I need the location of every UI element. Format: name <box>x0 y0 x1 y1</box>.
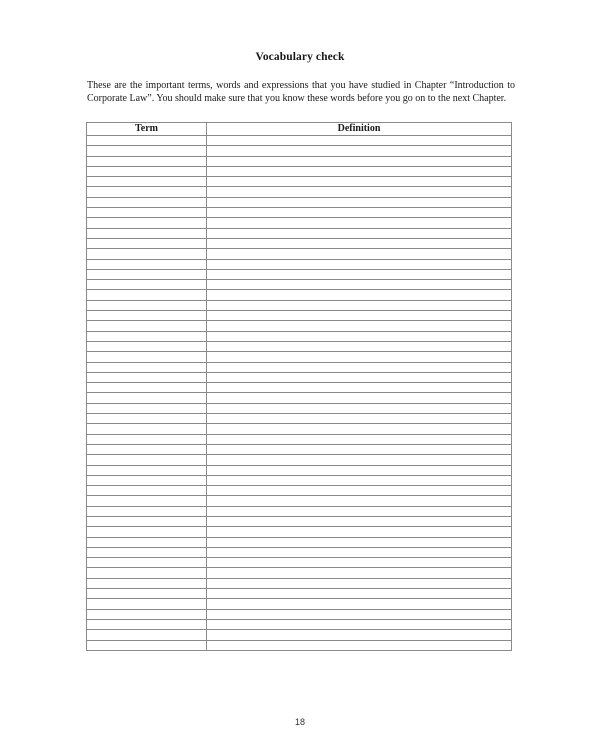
definition-cell <box>207 197 512 207</box>
definition-cell <box>207 166 512 176</box>
definition-cell <box>207 578 512 588</box>
definition-cell <box>207 341 512 351</box>
term-cell <box>87 383 207 393</box>
table-row <box>87 403 512 413</box>
definition-cell <box>207 547 512 557</box>
definition-cell <box>207 259 512 269</box>
definition-cell <box>207 444 512 454</box>
term-cell <box>87 259 207 269</box>
term-cell <box>87 197 207 207</box>
definition-cell <box>207 311 512 321</box>
definition-cell <box>207 300 512 310</box>
term-cell <box>87 136 207 146</box>
table-body <box>87 136 512 651</box>
table-row <box>87 516 512 526</box>
table-row <box>87 506 512 516</box>
definition-cell <box>207 619 512 629</box>
intro-paragraph: These are the important terms, words and expressions that you have studied in Chapter “Introduction to Corporate Law”. You should make sure that you know these words before you go on to the next Chapter. <box>87 80 515 104</box>
term-cell <box>87 208 207 218</box>
table-row <box>87 568 512 578</box>
table-row <box>87 197 512 207</box>
definition-cell <box>207 383 512 393</box>
table-row <box>87 238 512 248</box>
definition-cell <box>207 455 512 465</box>
definition-cell <box>207 506 512 516</box>
definition-cell <box>207 434 512 444</box>
definition-cell <box>207 599 512 609</box>
term-cell <box>87 527 207 537</box>
term-cell <box>87 177 207 187</box>
term-cell <box>87 146 207 156</box>
table-row <box>87 187 512 197</box>
table-row <box>87 259 512 269</box>
term-cell <box>87 630 207 640</box>
table-row <box>87 619 512 629</box>
term-cell <box>87 599 207 609</box>
term-cell <box>87 331 207 341</box>
table-row <box>87 372 512 382</box>
term-cell <box>87 424 207 434</box>
table-row <box>87 578 512 588</box>
term-cell <box>87 486 207 496</box>
term-cell <box>87 609 207 619</box>
term-cell <box>87 166 207 176</box>
term-cell <box>87 578 207 588</box>
definition-cell <box>207 414 512 424</box>
term-cell <box>87 414 207 424</box>
definition-cell <box>207 146 512 156</box>
table-row <box>87 465 512 475</box>
definition-cell <box>207 537 512 547</box>
definition-cell <box>207 136 512 146</box>
definition-cell <box>207 280 512 290</box>
term-cell <box>87 269 207 279</box>
table-row <box>87 486 512 496</box>
definition-cell <box>207 640 512 650</box>
definition-cell <box>207 475 512 485</box>
term-cell <box>87 280 207 290</box>
table-row <box>87 362 512 372</box>
term-cell <box>87 444 207 454</box>
definition-cell <box>207 290 512 300</box>
definition-cell <box>207 372 512 382</box>
term-cell <box>87 547 207 557</box>
table-row <box>87 393 512 403</box>
definition-column-header: Definition <box>207 123 512 136</box>
definition-cell <box>207 218 512 228</box>
table-row <box>87 280 512 290</box>
table-row <box>87 455 512 465</box>
table-row <box>87 475 512 485</box>
table-row <box>87 547 512 557</box>
definition-cell <box>207 177 512 187</box>
table-row <box>87 269 512 279</box>
definition-cell <box>207 558 512 568</box>
definition-cell <box>207 208 512 218</box>
definition-cell <box>207 321 512 331</box>
term-cell <box>87 465 207 475</box>
table-row <box>87 208 512 218</box>
table-row <box>87 331 512 341</box>
term-cell <box>87 496 207 506</box>
term-cell <box>87 372 207 382</box>
term-cell <box>87 341 207 351</box>
definition-cell <box>207 496 512 506</box>
term-cell <box>87 589 207 599</box>
table-row <box>87 599 512 609</box>
definition-cell <box>207 238 512 248</box>
term-cell <box>87 516 207 526</box>
definition-cell <box>207 403 512 413</box>
table-row <box>87 300 512 310</box>
table-row <box>87 527 512 537</box>
definition-cell <box>207 465 512 475</box>
definition-cell <box>207 187 512 197</box>
table-row <box>87 311 512 321</box>
table-row <box>87 166 512 176</box>
definition-cell <box>207 568 512 578</box>
table-row <box>87 589 512 599</box>
definition-cell <box>207 352 512 362</box>
definition-cell <box>207 486 512 496</box>
definition-cell <box>207 362 512 372</box>
term-cell <box>87 249 207 259</box>
table-row <box>87 444 512 454</box>
table-row <box>87 609 512 619</box>
term-cell <box>87 640 207 650</box>
term-cell <box>87 619 207 629</box>
table-row <box>87 414 512 424</box>
term-cell <box>87 362 207 372</box>
table-row <box>87 352 512 362</box>
table-header-row <box>87 123 512 136</box>
table-row <box>87 290 512 300</box>
term-cell <box>87 403 207 413</box>
definition-cell <box>207 589 512 599</box>
table-row <box>87 177 512 187</box>
table-row <box>87 630 512 640</box>
term-cell <box>87 568 207 578</box>
definition-cell <box>207 269 512 279</box>
table-row <box>87 537 512 547</box>
definition-cell <box>207 393 512 403</box>
term-cell <box>87 311 207 321</box>
table-row <box>87 640 512 650</box>
term-cell <box>87 300 207 310</box>
table-row <box>87 496 512 506</box>
definition-cell <box>207 630 512 640</box>
definition-cell <box>207 228 512 238</box>
definition-cell <box>207 331 512 341</box>
table-row <box>87 136 512 146</box>
definition-cell <box>207 527 512 537</box>
term-cell <box>87 558 207 568</box>
definition-cell <box>207 424 512 434</box>
term-cell <box>87 455 207 465</box>
table-row <box>87 228 512 238</box>
definition-cell <box>207 156 512 166</box>
term-cell <box>87 393 207 403</box>
table-row <box>87 558 512 568</box>
term-cell <box>87 290 207 300</box>
term-cell <box>87 218 207 228</box>
table-row <box>87 249 512 259</box>
definition-cell <box>207 249 512 259</box>
term-cell <box>87 156 207 166</box>
term-cell <box>87 321 207 331</box>
page-title: Vocabulary check <box>255 51 345 63</box>
term-cell <box>87 352 207 362</box>
table-row <box>87 146 512 156</box>
term-cell <box>87 537 207 547</box>
table-row <box>87 424 512 434</box>
table-row <box>87 218 512 228</box>
definition-cell <box>207 516 512 526</box>
term-cell <box>87 228 207 238</box>
table-row <box>87 156 512 166</box>
table-row <box>87 434 512 444</box>
term-cell <box>87 238 207 248</box>
table-row <box>87 383 512 393</box>
term-cell <box>87 506 207 516</box>
page-number: 18 <box>294 717 305 727</box>
term-cell <box>87 434 207 444</box>
definition-cell <box>207 609 512 619</box>
term-cell <box>87 187 207 197</box>
table-row <box>87 321 512 331</box>
term-column-header: Term <box>87 123 207 136</box>
table-row <box>87 341 512 351</box>
vocabulary-table <box>86 122 512 651</box>
term-cell <box>87 475 207 485</box>
